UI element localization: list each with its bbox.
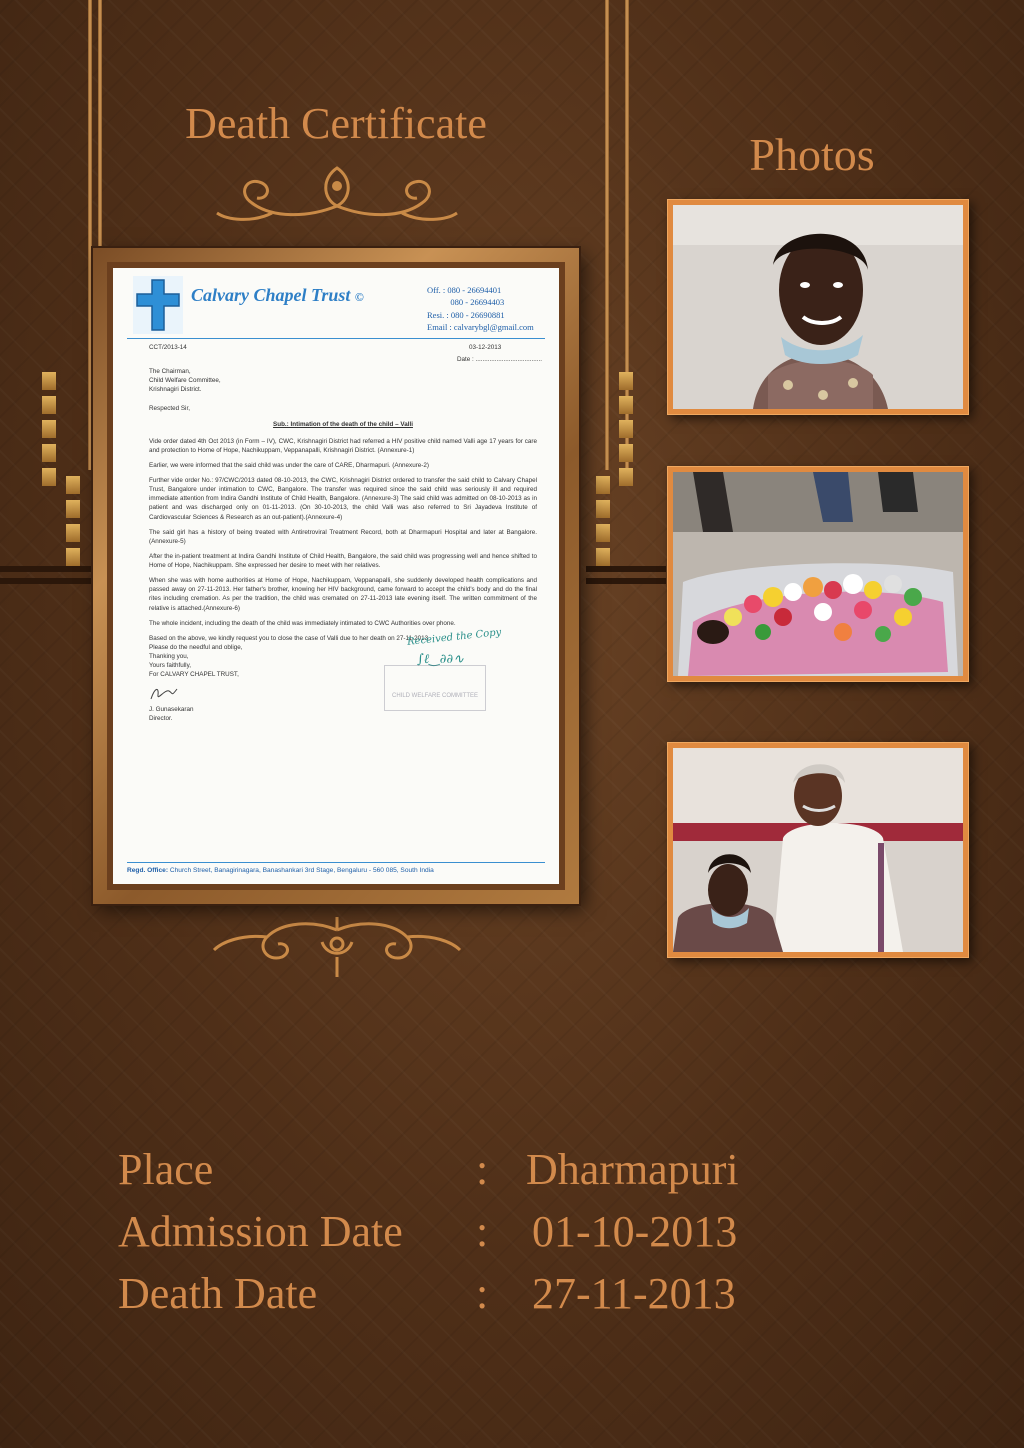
letter-paragraph: The said girl has a history of being treated with Antiretroviral Treatment Record, both at Dharmapuri Hospital and later at Bangalore.(Annexure-5) (149, 528, 537, 545)
death-date-label: Death Date (118, 1269, 318, 1318)
letter-paragraph: Further vide order No.: 97/CWC/2013 dated 08-10-2013, the CWC, Krishnagiri District ordered to transfer the said child to Calvary Chapel Trust, Bangalore under intimation to CWC, Bangalore. The transfer was required since the said child was seriously ill and required immediate attention from Indira Gandhi Institute of Child Health, Bangalore. (Annexure-3) The said child was admitted on 08-10-2013 as in patient and was discharged only on 01-11-2013. (On 30-10-2013, the child Valli was also referred to Sri Jayadeva Institute of Cardiovascular Sciences & Research as an out-patient).(Annexure-4) (149, 477, 537, 521)
admission-separator: : (476, 1207, 489, 1256)
divider-bar-mid-2 (586, 578, 666, 584)
divider-bar-mid (586, 566, 666, 572)
funeral-photo-icon (673, 472, 963, 676)
admission-date-value: 01-10-2013 (532, 1207, 738, 1256)
addressee-line: Child Welfare Committee, (149, 377, 221, 385)
place-label: Place (118, 1145, 214, 1194)
closing-line: For CALVARY CHAPEL TRUST, (149, 671, 239, 679)
reference-number: CCT/2013-14 (149, 344, 187, 351)
portrait-photo-icon (673, 205, 963, 409)
ornament-squares-mid-top (617, 372, 635, 492)
closing-line: Yours faithfully, (149, 662, 192, 670)
frame-line-left (88, 0, 92, 470)
death-date-value: 27-11-2013 (532, 1269, 736, 1318)
letter-paragraph: Vide order dated 4th Oct 2013 (in Form – IV), CWC, Krishnagiri District had referred a HIV positive child named Valli age 17 years for care and protection to Home of Hope, Nachikuppam, Veppanapalli, Krishnagiri District. (Annexure-1) (149, 437, 537, 454)
salutation: Respected Sir, (149, 405, 190, 413)
contact-block (427, 284, 534, 333)
photos-heading: Photos (749, 129, 875, 180)
committee-signature: ∫ℓ‿∂∂∿ (417, 652, 464, 668)
ornament-squares-left-bottom (64, 476, 82, 572)
ornament-squares-left-top (40, 372, 58, 492)
photo-funeral (667, 466, 969, 682)
contact-line: Email : calvarybgl@gmail.com (427, 321, 534, 332)
committee-stamp: CHILD WELFARE COMMITTEE (384, 665, 486, 711)
admission-date-label: Admission Date (118, 1207, 403, 1256)
photo-with-director (667, 742, 969, 958)
closing-line: Thanking you, (149, 653, 189, 660)
signer-block (149, 685, 193, 722)
addressee-line: The Chairman, (149, 368, 191, 375)
letterhead (127, 268, 545, 339)
letter-paragraph: When she was with home authorities at Home of Hope, Nachikuppam, Veppanapalli, she suddenly developed health complications and passed away on 27-11-2013. Her father's brother, knowing her HIV background, came forward to accept the child's body and do the final rites including cremation. As per the tradition, the child was cremated on 27-11-2013 late evening itself. The written commitment of the relative is attached.(Annexure-6) (149, 577, 537, 612)
letter-paragraph: After the in-patient treatment at Indira Gandhi Institute of Child Health, Bangalore, the said child was progressing well and hence shifted to Home of Hope, Nachikuppam. She expressed her desire to meet with her relatives. (149, 552, 537, 569)
group-photo-icon (673, 748, 963, 952)
letter-footer (127, 862, 545, 876)
contact-line: Off. : 080 - 26694401 (427, 285, 502, 295)
letter-paragraph: Earlier, we were informed that the said child was under the care of CARE, Dharmapuri. (Annexure-2) (149, 461, 429, 469)
scroll-ornament-icon (212, 158, 462, 228)
addressee-line: Krishnagiri District. (149, 386, 202, 394)
closing-line: Please do the needful and oblige, (149, 643, 243, 651)
death-certificate-heading: Death Certificate (185, 99, 487, 148)
ornament-squares-mid-bottom (594, 476, 612, 572)
scroll-ornament-bottom-icon (212, 912, 462, 982)
place-separator: : (476, 1145, 489, 1194)
letter-meta (127, 339, 545, 367)
letter-date: 03-12-2013 (469, 344, 502, 351)
letter-paragraph: Based on the above, we kindly request you to close the case of Valli due to her death on 27-11-2013. (149, 634, 430, 642)
footer-address: Church Street, Banagirinagara, Banashankari 3rd Stage, Bengaluru - 560 085, South India (169, 867, 434, 875)
frame-line-mid (605, 0, 609, 470)
letter-paragraph: The whole incident, including the death of the child was immediately intimated to CWC Authorities over phone. (149, 619, 456, 627)
contact-line: Resi. : 080 - 26690881 (427, 309, 505, 320)
certificate-letter (113, 268, 559, 884)
trust-name: Calvary Chapel Trust © (191, 285, 364, 305)
date-label: Date : ...................................... (457, 356, 543, 363)
cross-logo-icon (133, 276, 183, 334)
letter-body (149, 367, 537, 739)
signer-title: Director. (149, 714, 173, 722)
footer-label: Regd. Office: (127, 867, 169, 875)
director-signature-icon (149, 685, 179, 701)
certificate-frame (93, 248, 579, 904)
death-separator: : (476, 1269, 489, 1318)
received-copy-note: Received the Copy (406, 627, 502, 649)
contact-line: 080 - 26694403 (427, 297, 505, 308)
divider-bar-left (0, 566, 96, 572)
signer-name: J. Gunasekaran (149, 705, 194, 713)
subject-line: Sub.: Intimation of the death of the child – Valli (273, 420, 413, 428)
divider-bar-left-2 (0, 578, 96, 584)
photo-portrait (667, 199, 969, 415)
place-value: Dharmapuri (526, 1145, 739, 1194)
